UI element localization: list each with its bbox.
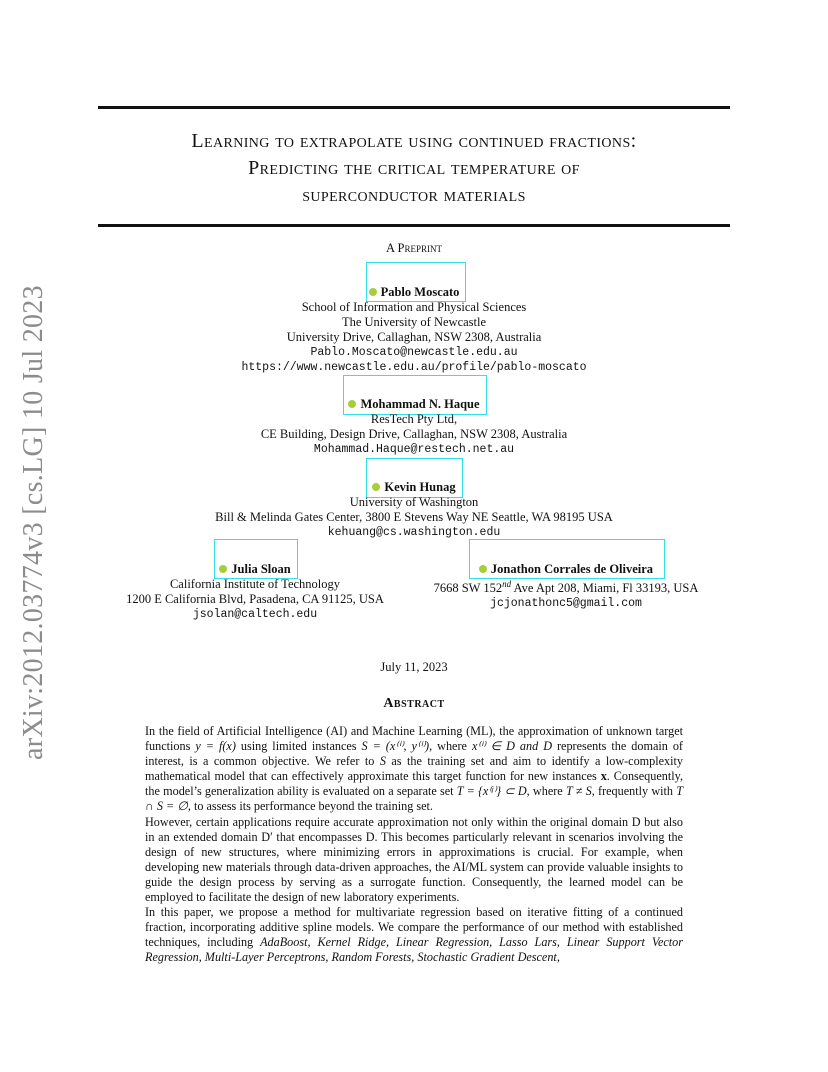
- abstract-paragraph-1: In the field of Artificial Intelligence (AI) and Machine Learning (ML), the approximation of unknown target functions y = f(x) using limited instances S = (x⁽ⁱ⁾, y⁽ⁱ⁾), where x⁽ⁱ⁾ ∈ D and D represents the domain of interest, is a common objective. We refer to S as the training set and aim to identify a low-complexity mathematical model that can effectively approximate this target function for new instances x. Consequently, the model’s generalization ability is evaluated on a separate set T = {x⁽ʲ⁾} ⊂ D, where T ≠ S, frequently with T ∩ S = ∅, to assess its performance beyond the training set.: [145, 724, 684, 814]
- affiliation-line: Bill & Melinda Gates Center, 3800 E Stevens Way NE Seattle, WA 98195 USA: [215, 510, 613, 524]
- author-block-2: [98, 397, 730, 457]
- affiliation-line: ResTech Pty Ltd,: [370, 412, 458, 426]
- abstract-paragraph-3: In this paper, we propose a method for multivariate regression based on iterative fitting of a continued fraction, incorporating additive spline models. We compare the performance of our method with established techniques, including AdaBoost, Kernel Ridge, Linear Regression, Lasso Lars, Linear Support Vector Regression, Multi-Layer Perceptrons, Random Forests, Stochastic Gradient Descent,: [145, 905, 684, 965]
- date-block: [98, 660, 730, 675]
- affiliation-line: CE Building, Design Drive, Callaghan, NSW 2308, Australia: [260, 427, 568, 441]
- top-rule: [98, 106, 730, 109]
- author-url[interactable]: https://www.newcastle.edu.au/profile/pablo-moscato: [241, 361, 587, 374]
- author-block-3: [98, 480, 730, 540]
- preprint-block: [98, 241, 730, 256]
- affiliation-line: 1200 E California Blvd, Pasadena, CA 91125, USA: [126, 592, 384, 606]
- author-block-4: [105, 562, 405, 622]
- orcid-icon[interactable]: [369, 288, 377, 296]
- affiliation-line: California Institute of Technology: [169, 577, 341, 591]
- orcid-icon[interactable]: [372, 483, 380, 491]
- author-email[interactable]: jcjonathonc5@gmail.com: [490, 597, 642, 611]
- affiliation-line: University of Washington: [349, 495, 479, 509]
- title-line-1: Learning to extrapolate using continued fractions:: [191, 130, 637, 152]
- affiliation-line: The University of Newcastle: [341, 315, 487, 329]
- orcid-icon[interactable]: [348, 400, 356, 408]
- paper-date: July 11, 2023: [380, 660, 448, 674]
- affiliation-line: 7668 SW 152nd Ave Apt 208, Miami, Fl 33193, USA: [433, 579, 699, 596]
- author-name[interactable]: Mohammad N. Haque: [360, 397, 480, 411]
- author-name[interactable]: Julia Sloan: [231, 562, 291, 576]
- author-name[interactable]: Pablo Moscato: [380, 285, 460, 299]
- author-email[interactable]: jsolan@caltech.edu: [192, 608, 318, 621]
- author-block-1: [98, 285, 730, 375]
- paper-title: [98, 128, 730, 209]
- bottom-rule: [98, 224, 730, 227]
- author-name[interactable]: Kevin Hunag: [384, 480, 456, 494]
- abstract-heading: Abstract: [383, 696, 445, 711]
- abstract-paragraph-2: However, certain applications require accurate approximation not only within the original domain D but also in an extended domain D′ that encompasses D. This becomes particularly relevant in scenarios involving the design of new structures, where minimizing errors in approximations is crucial. For example, when developing new materials through data-driven approaches, the AI/ML system can provide valuable insights to guide the design process by serving as a surrogate function. Consequently, the learned model can be employed to facilitate the design of new laboratory experiments.: [145, 814, 683, 905]
- author-email[interactable]: kehuang@cs.washington.edu: [327, 526, 501, 539]
- orcid-icon[interactable]: [479, 565, 487, 573]
- title-line-2: Predicting the critical temperature of: [248, 157, 580, 179]
- orcid-icon[interactable]: [219, 565, 227, 573]
- affiliation-line: School of Information and Physical Sciences: [301, 300, 527, 314]
- title-line-3: superconductor materials: [302, 184, 526, 206]
- author-email[interactable]: Pablo.Moscato@newcastle.edu.au: [310, 346, 518, 359]
- author-email[interactable]: Mohammad.Haque@restech.net.au: [313, 443, 515, 456]
- preprint-label: A Preprint: [386, 241, 442, 255]
- author-block-5: [410, 562, 722, 611]
- affiliation-line: University Drive, Callaghan, NSW 2308, Australia: [286, 330, 542, 344]
- abstract-body: [145, 724, 683, 966]
- author-name[interactable]: Jonathon Corrales de Oliveira: [490, 562, 654, 576]
- arxiv-sidebar: arXiv:2012.03774v3 [cs.LG] 10 Jul 2023: [18, 285, 49, 760]
